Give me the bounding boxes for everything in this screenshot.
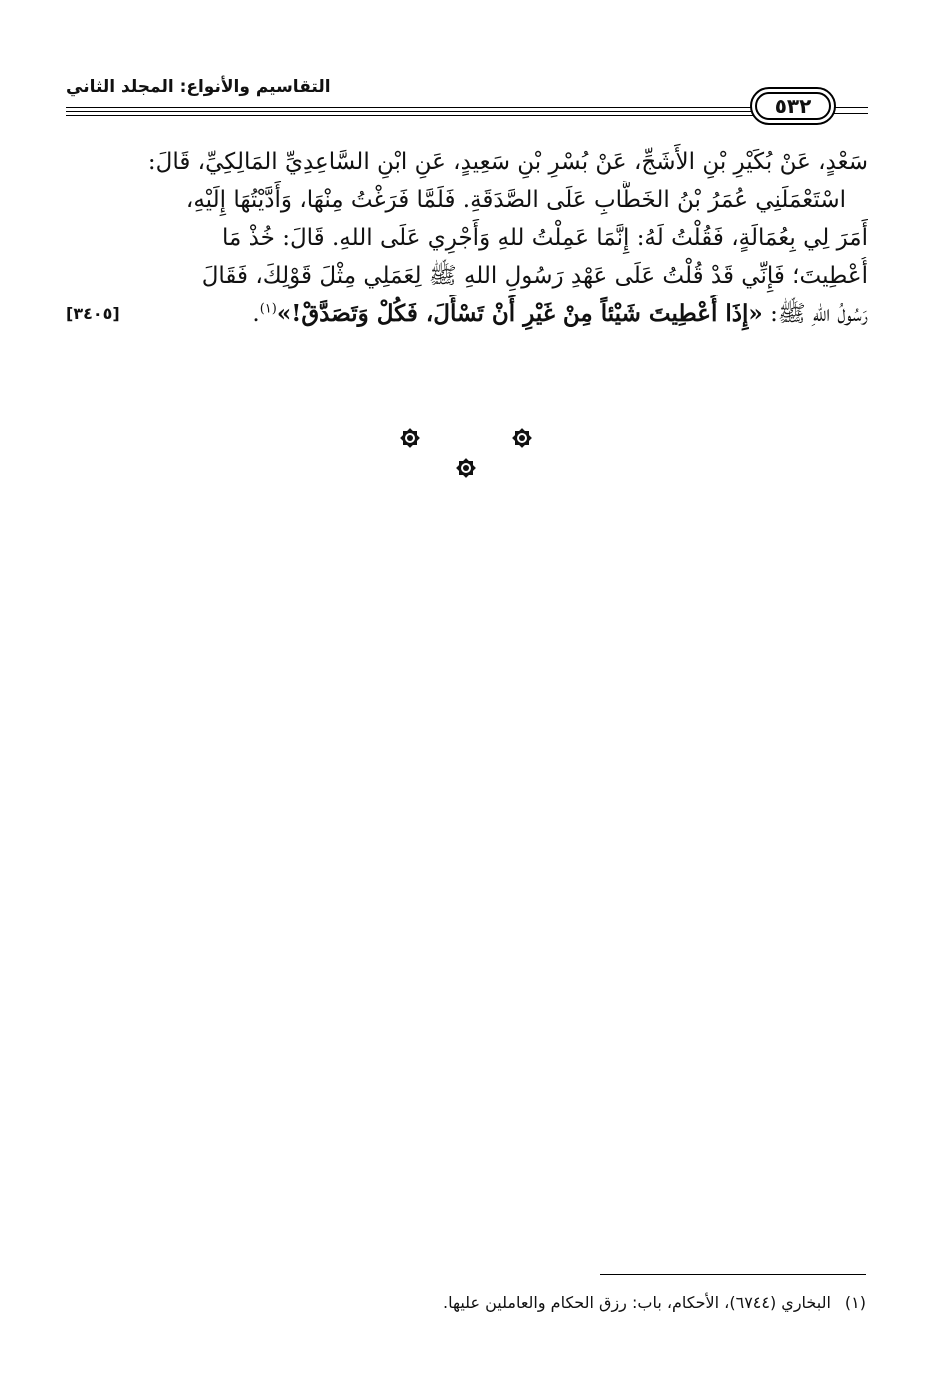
footnote-separator (600, 1274, 866, 1275)
running-title: التقاسيم والأنواع: المجلد الثاني (66, 77, 331, 97)
footnote-marker: (١) (259, 301, 277, 317)
last-line-suffix: . (252, 301, 260, 327)
star-ornament-icon (455, 457, 477, 479)
text-line-4: أُعْطِيتَ؛ فَإِنِّي قَدْ قُلْتُ عَلَى عَهْدِ رَسُولِ اللهِ ﷺ لِعَمَلِي مِثْلَ قَوْلِكَ، فَقَالَ (201, 263, 868, 289)
header-rule-middle (66, 111, 754, 112)
text-line-2: اسْتَعْمَلَنِي عُمَرُ بْنُ الخَطَّابِ عَلَى الصَّدَقَةِ. فَلَمَّا فَرَغْتُ مِنْهَا، وَأَدَّيْتُهَا إِلَيْهِ، (185, 187, 846, 213)
page-number: ٥٣٢ (755, 92, 831, 120)
footnote (300, 1290, 866, 1316)
header-rule-right-bottom (834, 113, 868, 114)
hadith-quote: «إِذَا أُعْطِيتَ شَيْئاً مِنْ غَيْرِ أَنْ تَسْأَلَ، فَكُلْ وَتَصَدَّقْ!» (276, 300, 763, 327)
header-rule-bottom (66, 115, 754, 116)
text-line-3: أَمَرَ لِي بِعُمَالَةٍ، فَقُلْتُ لَهُ: إِنَّمَا عَمِلْتُ للهِ وَأَجْرِي عَلَى اللهِ. قَالَ: خُذْ مَا (221, 225, 868, 251)
star-ornament-icon (399, 427, 421, 449)
header-rule-top (66, 107, 754, 108)
hadith-reference-number: [٣٤٠٥] (66, 304, 120, 323)
star-ornament-icon (511, 427, 533, 449)
last-line-prefix: رَسُولُ اللهِ ﷺ: (762, 301, 868, 327)
main-text (66, 143, 868, 333)
footnote-text: البخاري (٦٧٤٤)، الأحكام، باب: رزق الحكام والعاملين عليها. (442, 1293, 831, 1312)
header-rule-right-top (834, 107, 868, 108)
text-line-5 (66, 295, 868, 333)
text-line-1: سَعْدٍ، عَنْ بُكَيْرِ بْنِ الأَشَجِّ، عَنْ بُسْرِ بْنِ سَعِيدٍ، عَنِ ابْنِ السَّاعِدِيِّ المَالِكِيِّ، قَالَ: (147, 149, 868, 175)
page-number-frame (750, 87, 836, 125)
footnote-number: (١) (844, 1293, 866, 1312)
